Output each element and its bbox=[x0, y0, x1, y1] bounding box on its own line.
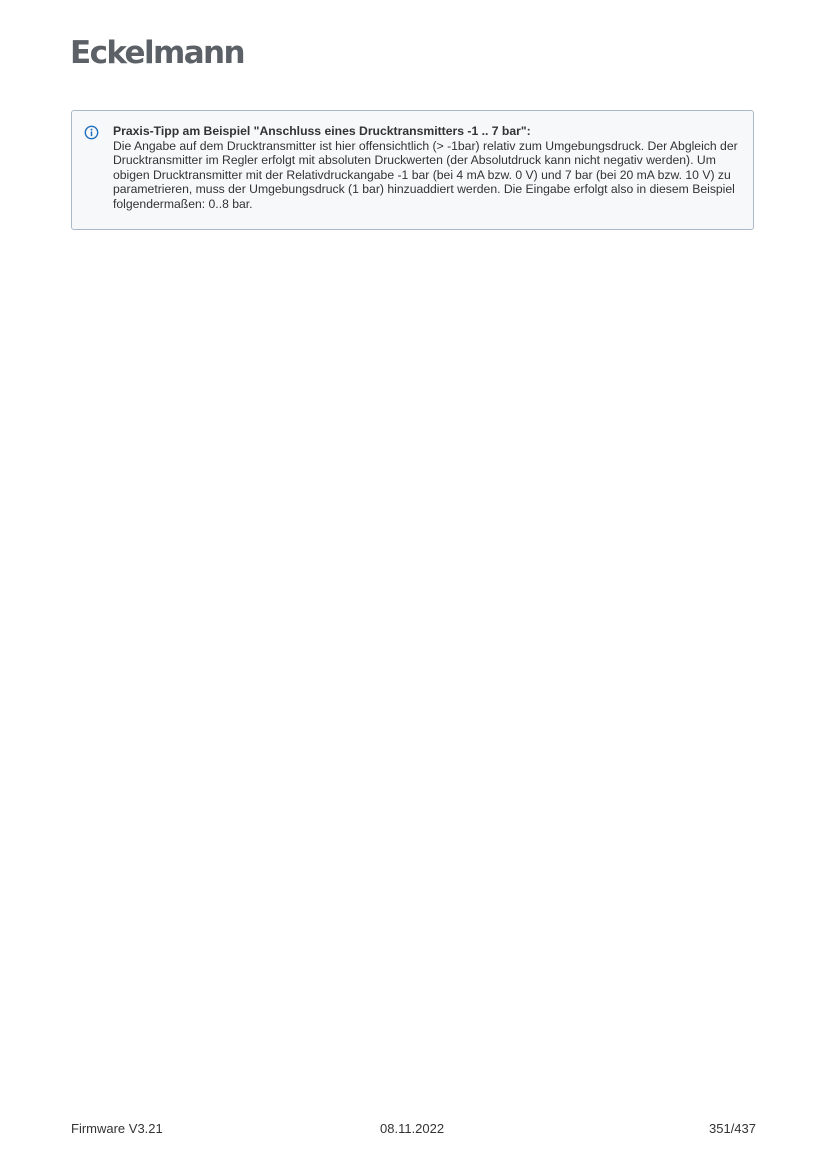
company-logo: Eckelmann bbox=[70, 35, 244, 71]
note-content bbox=[113, 124, 745, 211]
info-note-panel bbox=[71, 110, 754, 230]
footer-date: 08.11.2022 bbox=[380, 1121, 445, 1136]
footer-page-number: 351/437 bbox=[709, 1121, 756, 1136]
note-body: Die Angabe auf dem Drucktransmitter ist hier offensichtlich (> -1bar) relativ zum Umgebungsdruck. Der Abgleich der Drucktransmitter im Regler erfolgt mit absoluten Druckwerten (der Absolutdruck kann nicht negativ werden). Um obigen Drucktransmitter mit der Relativdruckangabe -1 bar (bei 4 mA bzw. 0 V) und 7 bar (bei 20 mA bzw. 10 V) zu parametrieren, muss der Umgebungsdruck (1 bar) hinzuaddiert werden. Die Eingabe erfolgt also in diesem Beispiel folgendermaßen: 0..8 bar. bbox=[113, 138, 738, 211]
note-title: Praxis-Tipp am Beispiel "Anschluss eines Drucktransmitters -1 .. 7 bar": bbox=[113, 124, 531, 138]
footer-firmware-version: Firmware V3.21 bbox=[71, 1121, 163, 1136]
info-icon bbox=[84, 125, 99, 140]
